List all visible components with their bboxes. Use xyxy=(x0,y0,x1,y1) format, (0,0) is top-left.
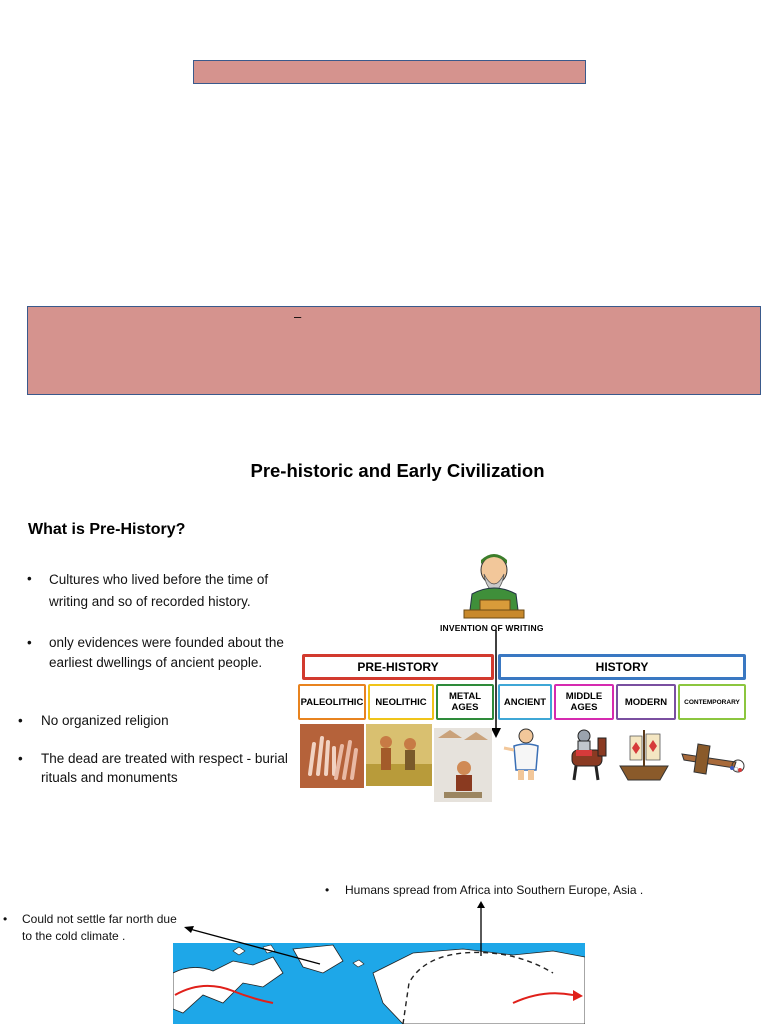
bullet-1: • Cultures who lived before the time of writing and so of recorded history. xyxy=(27,571,269,609)
north-note: • Could not settle far north due to the cold climate . xyxy=(3,912,177,943)
period-paleolithic: PALEOLITHIC xyxy=(298,684,366,720)
neolithic-people-illustration xyxy=(366,724,432,786)
bullet-glyph: • xyxy=(18,751,23,766)
bullet-4: • The dead are treated with respect - burial rituals and monuments xyxy=(18,751,288,785)
timeline-diagram xyxy=(298,550,750,805)
subtitle-bar-dash: – xyxy=(294,309,302,324)
bullet-glyph: • xyxy=(27,635,32,650)
prehistory-header: PRE-HISTORY xyxy=(302,654,494,680)
map-arrows xyxy=(180,900,510,970)
period-neolithic: NEOLITHIC xyxy=(368,684,434,720)
spread-note: • Humans spread from Africa into Southern Europe, Asia . xyxy=(325,881,765,900)
metal-ages-illustration xyxy=(434,728,492,802)
page-title: Pre-historic and Early Civilization xyxy=(250,460,545,481)
history-header: HISTORY xyxy=(498,654,746,680)
bullet-glyph: • xyxy=(325,883,330,897)
period-contemporary: CONTEMPORARY xyxy=(678,684,746,720)
bullet-glyph: • xyxy=(27,571,32,586)
invention-of-writing-label: INVENTION OF WRITING xyxy=(440,623,544,633)
bullet-glyph: • xyxy=(3,912,8,926)
galleon-ship-illustration xyxy=(616,726,672,784)
period-ancient: ANCIENT xyxy=(498,684,552,720)
period-metal-ages: METAL AGES xyxy=(436,684,494,720)
subtitle-bar xyxy=(27,306,761,395)
period-modern: MODERN xyxy=(616,684,676,720)
airplane-illustration xyxy=(676,734,746,780)
bullet-glyph: • xyxy=(18,713,23,728)
knight-horse-illustration xyxy=(558,726,612,784)
section-heading: What is Pre-History? xyxy=(28,521,186,538)
scribe-writing-illustration xyxy=(458,554,530,620)
bullet-2: • only evidences were founded about the earliest dwellings of ancient people. xyxy=(27,635,284,670)
ancient-roman-illustration xyxy=(502,726,548,782)
top-title-bar xyxy=(193,60,586,84)
period-middle-ages: MIDDLE AGES xyxy=(554,684,614,720)
cave-hands-illustration xyxy=(300,724,364,788)
bullet-3: • No organized religion xyxy=(18,713,169,728)
